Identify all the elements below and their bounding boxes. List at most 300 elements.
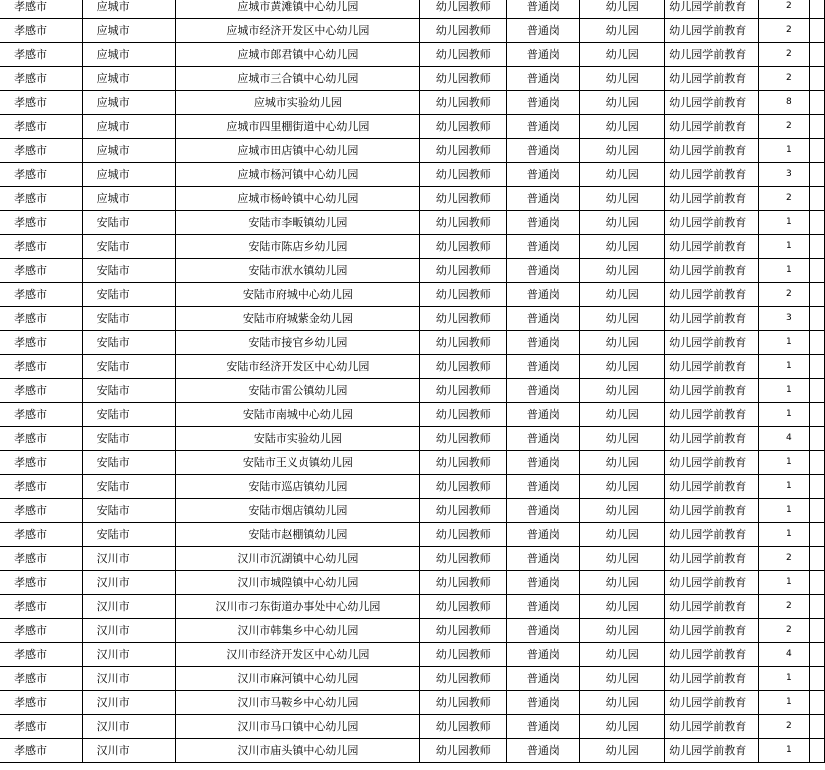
cell-post-type[interactable]: 普通岗 xyxy=(507,331,580,355)
cell-post[interactable]: 幼儿园教师 xyxy=(420,259,507,283)
cell-county[interactable]: 安陆市 xyxy=(82,499,176,523)
cell-post-type[interactable]: 普通岗 xyxy=(507,19,580,43)
cell-level[interactable]: 幼儿园 xyxy=(580,619,665,643)
cell-post[interactable]: 幼儿园教师 xyxy=(420,691,507,715)
cell-empty[interactable] xyxy=(810,667,825,691)
table-row xyxy=(0,379,825,403)
cell-empty[interactable] xyxy=(810,331,825,355)
cell-major[interactable]: 幼儿园学前教育 xyxy=(665,187,758,211)
table-row xyxy=(0,547,825,571)
cell-post-type[interactable]: 普通岗 xyxy=(507,355,580,379)
cell-city[interactable]: 孝感市 xyxy=(0,0,82,19)
table-row xyxy=(0,715,825,739)
cell-school[interactable]: 安陆市陈店乡幼儿园 xyxy=(176,235,420,259)
cell-post[interactable]: 幼儿园教师 xyxy=(420,547,507,571)
cell-post[interactable]: 幼儿园教师 xyxy=(420,619,507,643)
cell-school[interactable]: 应城市田店镇中心幼儿园 xyxy=(176,139,420,163)
cell-empty[interactable] xyxy=(810,715,825,739)
cell-empty[interactable] xyxy=(810,211,825,235)
cell-city[interactable]: 孝感市 xyxy=(0,427,82,451)
cell-level[interactable]: 幼儿园 xyxy=(580,427,665,451)
cell-city[interactable]: 孝感市 xyxy=(0,739,82,763)
cell-empty[interactable] xyxy=(810,643,825,667)
cell-city[interactable]: 孝感市 xyxy=(0,19,82,43)
cell-level[interactable]: 幼儿园 xyxy=(580,331,665,355)
cell-major[interactable]: 幼儿园学前教育 xyxy=(665,331,758,355)
cell-level[interactable]: 幼儿园 xyxy=(580,691,665,715)
cell-post[interactable]: 幼儿园教师 xyxy=(420,331,507,355)
cell-school[interactable]: 安陆市府城中心幼儿园 xyxy=(176,283,420,307)
cell-count[interactable]: 2 xyxy=(758,619,810,643)
cell-school[interactable]: 安陆市李畈镇幼儿园 xyxy=(176,211,420,235)
cell-post[interactable]: 幼儿园教师 xyxy=(420,355,507,379)
cell-major[interactable]: 幼儿园学前教育 xyxy=(665,283,758,307)
cell-school[interactable]: 安陆市巡店镇幼儿园 xyxy=(176,475,420,499)
cell-city[interactable]: 孝感市 xyxy=(0,715,82,739)
cell-city[interactable]: 孝感市 xyxy=(0,643,82,667)
cell-post-type[interactable]: 普通岗 xyxy=(507,571,580,595)
cell-county[interactable]: 应城市 xyxy=(82,67,176,91)
cell-post[interactable]: 幼儿园教师 xyxy=(420,211,507,235)
cell-count[interactable]: 1 xyxy=(758,451,810,475)
cell-county[interactable]: 汉川市 xyxy=(82,643,176,667)
cell-post-type[interactable]: 普通岗 xyxy=(507,499,580,523)
cell-post[interactable]: 幼儿园教师 xyxy=(420,715,507,739)
cell-empty[interactable] xyxy=(810,379,825,403)
cell-county[interactable]: 安陆市 xyxy=(82,331,176,355)
cell-level[interactable]: 幼儿园 xyxy=(580,139,665,163)
cell-count[interactable]: 4 xyxy=(758,643,810,667)
cell-level[interactable]: 幼儿园 xyxy=(580,19,665,43)
cell-count[interactable]: 1 xyxy=(758,499,810,523)
cell-empty[interactable] xyxy=(810,139,825,163)
cell-level[interactable]: 幼儿园 xyxy=(580,259,665,283)
cell-count[interactable]: 2 xyxy=(758,715,810,739)
cell-post-type[interactable]: 普通岗 xyxy=(507,451,580,475)
cell-major[interactable]: 幼儿园学前教育 xyxy=(665,619,758,643)
cell-post-type[interactable]: 普通岗 xyxy=(507,163,580,187)
cell-level[interactable]: 幼儿园 xyxy=(580,307,665,331)
cell-post-type[interactable]: 普通岗 xyxy=(507,91,580,115)
cell-post[interactable]: 幼儿园教师 xyxy=(420,475,507,499)
cell-empty[interactable] xyxy=(810,475,825,499)
cell-school[interactable]: 应城市郎君镇中心幼儿园 xyxy=(176,43,420,67)
cell-county[interactable]: 安陆市 xyxy=(82,523,176,547)
cell-major[interactable]: 幼儿园学前教育 xyxy=(665,19,758,43)
cell-post[interactable]: 幼儿园教师 xyxy=(420,235,507,259)
cell-major[interactable]: 幼儿园学前教育 xyxy=(665,451,758,475)
cell-count[interactable]: 3 xyxy=(758,163,810,187)
cell-school[interactable]: 安陆市烟店镇幼儿园 xyxy=(176,499,420,523)
cell-level[interactable]: 幼儿园 xyxy=(580,211,665,235)
cell-level[interactable]: 幼儿园 xyxy=(580,499,665,523)
cell-empty[interactable] xyxy=(810,403,825,427)
cell-level[interactable]: 幼儿园 xyxy=(580,187,665,211)
cell-school[interactable]: 安陆市南城中心幼儿园 xyxy=(176,403,420,427)
cell-count[interactable]: 1 xyxy=(758,211,810,235)
cell-county[interactable]: 汉川市 xyxy=(82,667,176,691)
cell-major[interactable]: 幼儿园学前教育 xyxy=(665,571,758,595)
cell-county[interactable]: 应城市 xyxy=(82,91,176,115)
cell-city[interactable]: 孝感市 xyxy=(0,211,82,235)
table-row xyxy=(0,571,825,595)
cell-post[interactable]: 幼儿园教师 xyxy=(420,67,507,91)
cell-empty[interactable] xyxy=(810,283,825,307)
cell-school[interactable]: 应城市杨河镇中心幼儿园 xyxy=(176,163,420,187)
cell-post[interactable]: 幼儿园教师 xyxy=(420,379,507,403)
cell-empty[interactable] xyxy=(810,43,825,67)
cell-school[interactable]: 安陆市经济开发区中心幼儿园 xyxy=(176,355,420,379)
cell-level[interactable]: 幼儿园 xyxy=(580,595,665,619)
cell-county[interactable]: 安陆市 xyxy=(82,211,176,235)
cell-post[interactable]: 幼儿园教师 xyxy=(420,43,507,67)
cell-school[interactable]: 安陆市洑水镇幼儿园 xyxy=(176,259,420,283)
cell-major[interactable]: 幼儿园学前教育 xyxy=(665,499,758,523)
cell-empty[interactable] xyxy=(810,451,825,475)
cell-major[interactable]: 幼儿园学前教育 xyxy=(665,355,758,379)
cell-count[interactable]: 1 xyxy=(758,379,810,403)
cell-level[interactable]: 幼儿园 xyxy=(580,523,665,547)
cell-major[interactable]: 幼儿园学前教育 xyxy=(665,547,758,571)
cell-post-type[interactable]: 普通岗 xyxy=(507,475,580,499)
cell-city[interactable]: 孝感市 xyxy=(0,403,82,427)
cell-city[interactable]: 孝感市 xyxy=(0,67,82,91)
cell-school[interactable]: 汉川市马口镇中心幼儿园 xyxy=(176,715,420,739)
cell-empty[interactable] xyxy=(810,163,825,187)
cell-school[interactable]: 应城市四里棚街道中心幼儿园 xyxy=(176,115,420,139)
table-row xyxy=(0,43,825,67)
cell-major[interactable]: 幼儿园学前教育 xyxy=(665,307,758,331)
cell-major[interactable]: 幼儿园学前教育 xyxy=(665,667,758,691)
cell-post[interactable]: 幼儿园教师 xyxy=(420,163,507,187)
table-row xyxy=(0,355,825,379)
cell-school[interactable]: 汉川市庙头镇中心幼儿园 xyxy=(176,739,420,763)
cell-post[interactable]: 幼儿园教师 xyxy=(420,739,507,763)
cell-city[interactable]: 孝感市 xyxy=(0,571,82,595)
cell-empty[interactable] xyxy=(810,619,825,643)
cell-empty[interactable] xyxy=(810,259,825,283)
cell-county[interactable]: 汉川市 xyxy=(82,595,176,619)
cell-city[interactable]: 孝感市 xyxy=(0,355,82,379)
cell-major[interactable]: 幼儿园学前教育 xyxy=(665,427,758,451)
cell-county[interactable]: 安陆市 xyxy=(82,403,176,427)
table-row xyxy=(0,283,825,307)
cell-county[interactable]: 安陆市 xyxy=(82,355,176,379)
cell-level[interactable]: 幼儿园 xyxy=(580,91,665,115)
cell-count[interactable]: 1 xyxy=(758,235,810,259)
cell-empty[interactable] xyxy=(810,0,825,19)
cell-county[interactable]: 应城市 xyxy=(82,163,176,187)
cell-major[interactable]: 幼儿园学前教育 xyxy=(665,91,758,115)
cell-city[interactable]: 孝感市 xyxy=(0,451,82,475)
cell-post[interactable]: 幼儿园教师 xyxy=(420,139,507,163)
cell-city[interactable]: 孝感市 xyxy=(0,163,82,187)
cell-county[interactable]: 汉川市 xyxy=(82,691,176,715)
cell-level[interactable]: 幼儿园 xyxy=(580,115,665,139)
cell-school[interactable]: 安陆市王义贞镇幼儿园 xyxy=(176,451,420,475)
cell-school[interactable]: 应城市经济开发区中心幼儿园 xyxy=(176,19,420,43)
cell-count[interactable]: 1 xyxy=(758,475,810,499)
cell-empty[interactable] xyxy=(810,67,825,91)
cell-count[interactable]: 2 xyxy=(758,547,810,571)
cell-count[interactable]: 2 xyxy=(758,115,810,139)
cell-level[interactable]: 幼儿园 xyxy=(580,571,665,595)
cell-count[interactable]: 1 xyxy=(758,139,810,163)
cell-post[interactable]: 幼儿园教师 xyxy=(420,187,507,211)
cell-post[interactable]: 幼儿园教师 xyxy=(420,0,507,19)
cell-level[interactable]: 幼儿园 xyxy=(580,715,665,739)
cell-empty[interactable] xyxy=(810,19,825,43)
cell-empty[interactable] xyxy=(810,571,825,595)
cell-level[interactable]: 幼儿园 xyxy=(580,235,665,259)
cell-level[interactable]: 幼儿园 xyxy=(580,451,665,475)
cell-post[interactable]: 幼儿园教师 xyxy=(420,307,507,331)
cell-city[interactable]: 孝感市 xyxy=(0,115,82,139)
cell-major[interactable]: 幼儿园学前教育 xyxy=(665,259,758,283)
cell-post-type[interactable]: 普通岗 xyxy=(507,379,580,403)
cell-empty[interactable] xyxy=(810,499,825,523)
cell-major[interactable]: 幼儿园学前教育 xyxy=(665,115,758,139)
cell-level[interactable]: 幼儿园 xyxy=(580,67,665,91)
cell-count[interactable]: 2 xyxy=(758,595,810,619)
cell-count[interactable]: 1 xyxy=(758,355,810,379)
cell-county[interactable]: 安陆市 xyxy=(82,307,176,331)
cell-count[interactable]: 8 xyxy=(758,91,810,115)
cell-post[interactable]: 幼儿园教师 xyxy=(420,403,507,427)
cell-city[interactable]: 孝感市 xyxy=(0,91,82,115)
cell-school[interactable]: 汉川市刁东街道办事处中心幼儿园 xyxy=(176,595,420,619)
cell-level[interactable]: 幼儿园 xyxy=(580,403,665,427)
cell-level[interactable]: 幼儿园 xyxy=(580,163,665,187)
cell-major[interactable]: 幼儿园学前教育 xyxy=(665,43,758,67)
cell-post[interactable]: 幼儿园教师 xyxy=(420,523,507,547)
cell-school[interactable]: 应城市三合镇中心幼儿园 xyxy=(176,67,420,91)
cell-post-type[interactable]: 普通岗 xyxy=(507,403,580,427)
cell-county[interactable]: 应城市 xyxy=(82,0,176,19)
cell-major[interactable]: 幼儿园学前教育 xyxy=(665,211,758,235)
cell-count[interactable]: 2 xyxy=(758,187,810,211)
cell-post-type[interactable]: 普通岗 xyxy=(507,283,580,307)
cell-level[interactable]: 幼儿园 xyxy=(580,355,665,379)
cell-school[interactable]: 汉川市马鞍乡中心幼儿园 xyxy=(176,691,420,715)
cell-empty[interactable] xyxy=(810,547,825,571)
cell-major[interactable]: 幼儿园学前教育 xyxy=(665,715,758,739)
cell-count[interactable]: 1 xyxy=(758,739,810,763)
cell-post-type[interactable]: 普通岗 xyxy=(507,619,580,643)
cell-count[interactable]: 1 xyxy=(758,667,810,691)
cell-major[interactable]: 幼儿园学前教育 xyxy=(665,643,758,667)
table-row xyxy=(0,307,825,331)
cell-count[interactable]: 1 xyxy=(758,403,810,427)
cell-school[interactable]: 汉川市经济开发区中心幼儿园 xyxy=(176,643,420,667)
cell-post[interactable]: 幼儿园教师 xyxy=(420,19,507,43)
cell-post-type[interactable]: 普通岗 xyxy=(507,235,580,259)
cell-post-type[interactable]: 普通岗 xyxy=(507,667,580,691)
cell-city[interactable]: 孝感市 xyxy=(0,619,82,643)
cell-post[interactable]: 幼儿园教师 xyxy=(420,595,507,619)
cell-post-type[interactable]: 普通岗 xyxy=(507,643,580,667)
cell-city[interactable]: 孝感市 xyxy=(0,499,82,523)
cell-count[interactable]: 1 xyxy=(758,331,810,355)
cell-county[interactable]: 安陆市 xyxy=(82,235,176,259)
cell-post-type[interactable]: 普通岗 xyxy=(507,115,580,139)
cell-level[interactable]: 幼儿园 xyxy=(580,475,665,499)
cell-empty[interactable] xyxy=(810,187,825,211)
cell-city[interactable]: 孝感市 xyxy=(0,283,82,307)
cell-county[interactable]: 汉川市 xyxy=(82,547,176,571)
cell-city[interactable]: 孝感市 xyxy=(0,259,82,283)
cell-city[interactable]: 孝感市 xyxy=(0,331,82,355)
cell-school[interactable]: 安陆市赵棚镇幼儿园 xyxy=(176,523,420,547)
cell-county[interactable]: 应城市 xyxy=(82,43,176,67)
cell-count[interactable]: 2 xyxy=(758,43,810,67)
cell-county[interactable]: 汉川市 xyxy=(82,571,176,595)
cell-major[interactable]: 幼儿园学前教育 xyxy=(665,235,758,259)
cell-level[interactable]: 幼儿园 xyxy=(580,43,665,67)
cell-count[interactable]: 2 xyxy=(758,19,810,43)
cell-school[interactable]: 汉川市韩集乡中心幼儿园 xyxy=(176,619,420,643)
cell-empty[interactable] xyxy=(810,355,825,379)
cell-empty[interactable] xyxy=(810,427,825,451)
cell-level[interactable]: 幼儿园 xyxy=(580,547,665,571)
cell-city[interactable]: 孝感市 xyxy=(0,235,82,259)
cell-city[interactable]: 孝感市 xyxy=(0,595,82,619)
cell-count[interactable]: 1 xyxy=(758,691,810,715)
table-row xyxy=(0,115,825,139)
cell-county[interactable]: 应城市 xyxy=(82,187,176,211)
cell-post-type[interactable]: 普通岗 xyxy=(507,211,580,235)
cell-major[interactable]: 幼儿园学前教育 xyxy=(665,691,758,715)
cell-post-type[interactable]: 普通岗 xyxy=(507,43,580,67)
cell-count[interactable]: 1 xyxy=(758,259,810,283)
cell-count[interactable]: 4 xyxy=(758,427,810,451)
cell-county[interactable]: 安陆市 xyxy=(82,451,176,475)
cell-post-type[interactable]: 普通岗 xyxy=(507,715,580,739)
cell-empty[interactable] xyxy=(810,91,825,115)
cell-city[interactable]: 孝感市 xyxy=(0,187,82,211)
cell-post-type[interactable]: 普通岗 xyxy=(507,547,580,571)
cell-county[interactable]: 应城市 xyxy=(82,139,176,163)
cell-empty[interactable] xyxy=(810,307,825,331)
cell-count[interactable]: 2 xyxy=(758,0,810,19)
cell-school[interactable]: 应城市黄滩镇中心幼儿园 xyxy=(176,0,420,19)
cell-empty[interactable] xyxy=(810,691,825,715)
cell-county[interactable]: 汉川市 xyxy=(82,715,176,739)
cell-post-type[interactable]: 普通岗 xyxy=(507,307,580,331)
cell-post[interactable]: 幼儿园教师 xyxy=(420,667,507,691)
cell-empty[interactable] xyxy=(810,523,825,547)
cell-city[interactable]: 孝感市 xyxy=(0,667,82,691)
cell-post-type[interactable]: 普通岗 xyxy=(507,139,580,163)
cell-major[interactable]: 幼儿园学前教育 xyxy=(665,67,758,91)
cell-post[interactable]: 幼儿园教师 xyxy=(420,451,507,475)
cell-county[interactable]: 应城市 xyxy=(82,115,176,139)
cell-school[interactable]: 应城市实验幼儿园 xyxy=(176,91,420,115)
cell-post-type[interactable]: 普通岗 xyxy=(507,691,580,715)
cell-empty[interactable] xyxy=(810,115,825,139)
cell-level[interactable]: 幼儿园 xyxy=(580,379,665,403)
table-row xyxy=(0,667,825,691)
cell-school[interactable]: 安陆市实验幼儿园 xyxy=(176,427,420,451)
cell-major[interactable]: 幼儿园学前教育 xyxy=(665,595,758,619)
cell-post[interactable]: 幼儿园教师 xyxy=(420,571,507,595)
cell-school[interactable]: 汉川市麻河镇中心幼儿园 xyxy=(176,667,420,691)
cell-county[interactable]: 安陆市 xyxy=(82,475,176,499)
cell-post-type[interactable]: 普通岗 xyxy=(507,67,580,91)
cell-school[interactable]: 应城市杨岭镇中心幼儿园 xyxy=(176,187,420,211)
cell-school[interactable]: 安陆市雷公镇幼儿园 xyxy=(176,379,420,403)
cell-county[interactable]: 安陆市 xyxy=(82,427,176,451)
cell-post[interactable]: 幼儿园教师 xyxy=(420,115,507,139)
cell-level[interactable]: 幼儿园 xyxy=(580,283,665,307)
cell-major[interactable]: 幼儿园学前教育 xyxy=(665,523,758,547)
table-row xyxy=(0,187,825,211)
cell-city[interactable]: 孝感市 xyxy=(0,475,82,499)
cell-major[interactable]: 幼儿园学前教育 xyxy=(665,0,758,19)
cell-post-type[interactable]: 普通岗 xyxy=(507,739,580,763)
cell-school[interactable]: 安陆市接官乡幼儿园 xyxy=(176,331,420,355)
cell-major[interactable]: 幼儿园学前教育 xyxy=(665,475,758,499)
cell-count[interactable]: 2 xyxy=(758,67,810,91)
cell-county[interactable]: 安陆市 xyxy=(82,259,176,283)
cell-city[interactable]: 孝感市 xyxy=(0,547,82,571)
cell-school[interactable]: 安陆市府城紫金幼儿园 xyxy=(176,307,420,331)
cell-city[interactable]: 孝感市 xyxy=(0,43,82,67)
cell-city[interactable]: 孝感市 xyxy=(0,523,82,547)
cell-post-type[interactable]: 普通岗 xyxy=(507,259,580,283)
cell-county[interactable]: 安陆市 xyxy=(82,283,176,307)
cell-post[interactable]: 幼儿园教师 xyxy=(420,643,507,667)
cell-major[interactable]: 幼儿园学前教育 xyxy=(665,403,758,427)
cell-major[interactable]: 幼儿园学前教育 xyxy=(665,739,758,763)
cell-city[interactable]: 孝感市 xyxy=(0,379,82,403)
cell-post-type[interactable]: 普通岗 xyxy=(507,427,580,451)
cell-level[interactable]: 幼儿园 xyxy=(580,739,665,763)
cell-city[interactable]: 孝感市 xyxy=(0,307,82,331)
cell-county[interactable]: 安陆市 xyxy=(82,379,176,403)
cell-post-type[interactable]: 普通岗 xyxy=(507,523,580,547)
cell-school[interactable]: 汉川市沉湖镇中心幼儿园 xyxy=(176,547,420,571)
cell-empty[interactable] xyxy=(810,235,825,259)
cell-post-type[interactable]: 普通岗 xyxy=(507,187,580,211)
cell-school[interactable]: 汉川市城隍镇中心幼儿园 xyxy=(176,571,420,595)
cell-major[interactable]: 幼儿园学前教育 xyxy=(665,139,758,163)
cell-level[interactable]: 幼儿园 xyxy=(580,643,665,667)
cell-post-type[interactable]: 普通岗 xyxy=(507,0,580,19)
cell-count[interactable]: 2 xyxy=(758,283,810,307)
table-row xyxy=(0,139,825,163)
cell-post[interactable]: 幼儿园教师 xyxy=(420,499,507,523)
cell-city[interactable]: 孝感市 xyxy=(0,691,82,715)
cell-major[interactable]: 幼儿园学前教育 xyxy=(665,379,758,403)
cell-level[interactable]: 幼儿园 xyxy=(580,0,665,19)
cell-major[interactable]: 幼儿园学前教育 xyxy=(665,163,758,187)
cell-empty[interactable] xyxy=(810,739,825,763)
cell-county[interactable]: 应城市 xyxy=(82,19,176,43)
cell-count[interactable]: 1 xyxy=(758,571,810,595)
cell-empty[interactable] xyxy=(810,595,825,619)
cell-count[interactable]: 3 xyxy=(758,307,810,331)
cell-county[interactable]: 汉川市 xyxy=(82,739,176,763)
cell-post-type[interactable]: 普通岗 xyxy=(507,595,580,619)
cell-county[interactable]: 汉川市 xyxy=(82,619,176,643)
cell-count[interactable]: 1 xyxy=(758,523,810,547)
cell-post[interactable]: 幼儿园教师 xyxy=(420,427,507,451)
cell-level[interactable]: 幼儿园 xyxy=(580,667,665,691)
cell-post[interactable]: 幼儿园教师 xyxy=(420,283,507,307)
cell-post[interactable]: 幼儿园教师 xyxy=(420,91,507,115)
cell-city[interactable]: 孝感市 xyxy=(0,139,82,163)
